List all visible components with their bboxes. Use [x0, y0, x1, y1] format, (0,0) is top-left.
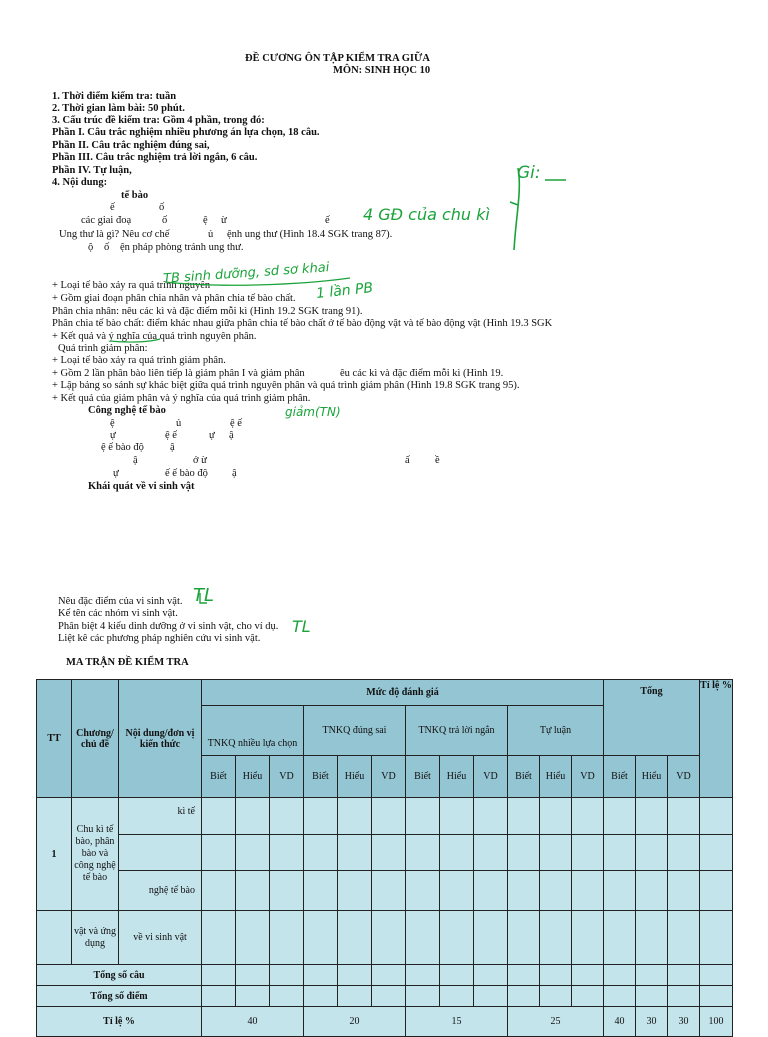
text-fragment: ậ	[232, 468, 237, 479]
row-number: 1	[37, 798, 72, 911]
mitosis-line: Phân chia tế bào chất: điểm khác nhau giữa phân chia tế bào chất ở tế bào động vật và tế bào động vật (Hình 19.3 SGK	[52, 318, 553, 329]
text-fragment: ủ	[176, 418, 182, 429]
chapter-cell: vật và ứng dụng	[72, 911, 119, 965]
group-short-answer: TNKQ trả lời ngắn	[406, 706, 508, 756]
ratio-value: 40	[604, 1007, 636, 1037]
content-cell	[119, 835, 202, 871]
micro-line: Phân biệt 4 kiểu dinh dưỡng ở vi sinh vật, cho ví dụ.	[58, 621, 279, 632]
section-heading: Khái quát về vi sinh vật	[88, 481, 195, 492]
sub-biet: Biết	[304, 756, 338, 798]
meiosis-line: + Gồm 2 lần phân bào liên tiếp là giảm phân I và giảm phân	[52, 368, 305, 379]
header-ratio: Tỉ lệ %	[700, 680, 733, 798]
text-fragment: ế ế bào độ	[165, 468, 208, 479]
assessment-matrix	[36, 679, 733, 1037]
matrix-title: MA TRẬN ĐỀ KIỂM TRA	[66, 657, 189, 668]
ratio-value: 15	[406, 1007, 508, 1037]
header-total: Tổng	[604, 680, 700, 756]
info-line: 3. Cấu trúc đề kiểm tra: Gồm 4 phần, trong đó:	[52, 115, 265, 126]
handwritten-note: TL	[193, 585, 215, 606]
meiosis-line: + Kết quả của giảm phân và ý nghĩa của quá trình giảm phân.	[52, 393, 311, 404]
text-fragment: ấ	[405, 455, 410, 466]
text-fragment: ậ	[170, 442, 175, 453]
info-line: Phần I. Câu trắc nghiệm nhiều phương án lựa chọn, 18 câu.	[52, 127, 320, 138]
sub-vd: VD	[668, 756, 700, 798]
doc-title-line1: ĐỀ CƯƠNG ÔN TẬP KIỂM TRA GIỮA	[245, 53, 430, 64]
total-points-label: Tổng số điểm	[37, 986, 202, 1007]
meiosis-title: Quá trình giảm phân:	[58, 343, 148, 354]
sub-hieu: Hiểu	[636, 756, 668, 798]
content-cell: nghệ tế bào	[119, 871, 202, 911]
handwritten-note: 1 lần PB	[315, 280, 374, 302]
info-line: Phần IV. Tự luận,	[52, 165, 132, 176]
text-fragment: ế	[110, 202, 115, 213]
doc-title-line2: MÔN: SINH HỌC 10	[333, 65, 431, 76]
content-cell: về vi sinh vật	[119, 911, 202, 965]
group-essay: Tự luận	[508, 706, 604, 756]
cancer-question: Ung thư là gì? Nêu cơ chế	[59, 229, 170, 240]
handwritten-note: 4 GĐ của chu kì	[363, 205, 490, 224]
sub-biet: Biết	[508, 756, 540, 798]
text-fragment: ự	[113, 468, 119, 479]
text-fragment: ế	[325, 215, 330, 226]
sub-vd: VD	[474, 756, 508, 798]
meiosis-line: + Loại tế bào xảy ra quá trình giảm phân.	[52, 355, 226, 366]
header-content: Nội dung/đơn vị kiến thức	[119, 680, 202, 798]
handwritten-note: Gi:	[517, 163, 541, 183]
ratio-value: 40	[202, 1007, 304, 1037]
ratio-value: 25	[508, 1007, 604, 1037]
header-level: Mức độ đánh giá	[202, 680, 604, 706]
section-heading: tế bào	[121, 190, 149, 201]
text-fragment: ở ừ	[193, 455, 207, 466]
sub-hieu: Hiểu	[440, 756, 474, 798]
sub-biet: Biết	[604, 756, 636, 798]
handwritten-note: giảm(TN)	[285, 405, 341, 419]
header-chapter: Chương/ chủ đề	[72, 680, 119, 798]
meiosis-line: + Lập bảng so sánh sự khác biệt giữa quá trình nguyên phân và quá trình giảm phân (Hình 19.8 SGK trang 95).	[52, 380, 520, 391]
text-fragment: ự	[209, 430, 215, 441]
text-fragment: ủ	[208, 229, 214, 240]
text-fragment: ộ	[88, 242, 94, 253]
sub-vd: VD	[270, 756, 304, 798]
info-line: 4. Nội dung:	[52, 177, 108, 188]
text-fragment: ố	[104, 242, 110, 253]
text-fragment: ố	[162, 215, 168, 226]
micro-line: Nêu đặc điểm của vi sinh vật.	[58, 596, 183, 607]
sub-vd: VD	[372, 756, 406, 798]
ratio-value: 20	[304, 1007, 406, 1037]
micro-line: Kể tên các nhóm vi sinh vật.	[58, 608, 178, 619]
text-fragment: ệ ế	[165, 430, 177, 441]
micro-line: Liệt kê các phương pháp nghiên cứu vi sinh vật.	[58, 633, 261, 644]
chapter-cell: Chu kì tế bào, phân bào và công nghệ tế bào	[72, 798, 119, 911]
header-tt: TT	[37, 680, 72, 798]
text-fragment: ệ	[203, 215, 208, 226]
sub-biet: Biết	[202, 756, 236, 798]
info-line: Phần III. Câu trắc nghiệm trả lời ngắn, 6 câu.	[52, 152, 258, 163]
text-fragment: ệ	[110, 418, 115, 429]
sub-hieu: Hiểu	[338, 756, 372, 798]
text-fragment: ố	[159, 202, 165, 213]
info-line: 2. Thời gian làm bài: 50 phút.	[52, 103, 185, 114]
sub-hieu: Hiểu	[236, 756, 270, 798]
handwritten-note: TL	[292, 617, 311, 636]
sub-vd: VD	[572, 756, 604, 798]
text-fragment: ề	[435, 455, 440, 466]
text-fragment: ệ ế	[230, 418, 242, 429]
text-fragment: ậ	[229, 430, 234, 441]
ratio-value: 30	[636, 1007, 668, 1037]
ratio-label: Tỉ lệ %	[37, 1007, 202, 1037]
ratio-value: 30	[668, 1007, 700, 1037]
text-fragment: ừ	[221, 215, 227, 226]
text-fragment: các giai đoạ	[81, 215, 132, 226]
section-heading: Công nghệ tế bào	[88, 405, 166, 416]
handwritten-note: TB sinh dưỡng, sd sơ khai	[162, 260, 330, 287]
mitosis-line: + Loại tế bào xảy ra quá trình nguyên	[52, 280, 211, 291]
cancer-prevention: ện pháp phòng tránh ung thư.	[120, 242, 244, 253]
total-questions-label: Tổng số câu	[37, 965, 202, 986]
text-fragment: ệ ế bào độ	[101, 442, 144, 453]
content-cell: kì tế	[119, 798, 202, 835]
sub-hieu: Hiểu	[540, 756, 572, 798]
cancer-question-end: ệnh ung thư (Hình 18.4 SGK trang 87).	[227, 229, 393, 240]
info-line: 1. Thời điểm kiểm tra: tuần	[52, 91, 177, 102]
mitosis-line: + Gồm giai đoạn phân chia nhân và phân chia tế bào chất.	[52, 293, 296, 304]
info-line: Phần II. Câu trắc nghiệm đúng sai,	[52, 140, 210, 151]
mitosis-line: + Kết quả và ý nghĩa của quá trình nguyên phân.	[52, 331, 257, 342]
mitosis-line: Phân chia nhân: nêu các kì và đặc điểm mỗi kì (Hình 19.2 SGK trang 91).	[52, 306, 363, 317]
group-true-false: TNKQ đúng sai	[304, 706, 406, 756]
text-fragment: ậ	[133, 455, 138, 466]
ratio-value: 100	[700, 1007, 733, 1037]
sub-biet: Biết	[406, 756, 440, 798]
group-mcq: TNKQ nhiều lựa chọn	[202, 706, 304, 756]
meiosis-line-end: êu các kì và đặc điểm mỗi kì (Hình 19.	[340, 368, 504, 379]
text-fragment: ự	[110, 430, 116, 441]
